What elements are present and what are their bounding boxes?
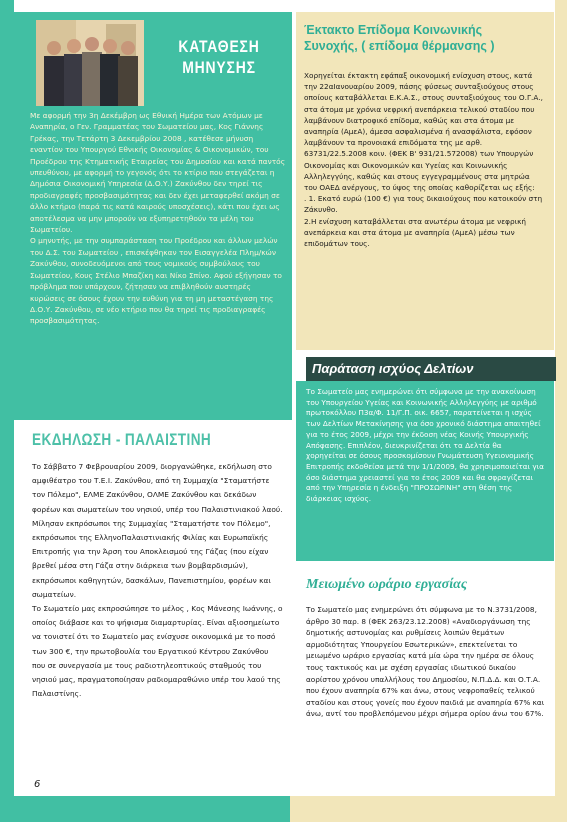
epidoma-title-line2: Συνοχής, ( επίδομα θέρμανσης ) xyxy=(304,39,495,53)
ekdilosi-paragraph-2: Το Σωματείο μας εκπροσώπησε το μέλος , Κος Μάνεσης Ιωάννης, ο οποίος διάβασε και το ψήφισμα διαμαρτυρίας. Είναι αξιοσημείωτο να τονιστεί ότι το Σωματείο μας ενίσχυσε οικονομικά με το ποσό των 300 €, την πρωτοβουλία του Εργατικού Κέντρου Ζακύνθου που σε συνεργασία με τους ραδιοτηλεοπτικούς σταθμούς του νησιού μας, πραγματοποίησαν ραδιομαραθώνιο υπέρ του λαού της Παλαιστίνης. xyxy=(32,604,283,699)
paratasi-body xyxy=(306,387,544,505)
katathesi-paragraph-1: Με αφορμή την 3η Δεκέμβρη ως Εθνική Ημέρα των Ατόμων με Αναπηρία, ο Γεν. Γραμματέας του Σωματείου μας, Κος Γιάννης Γρέκας, την Τετάρτη 3 Δεκεμβρίου 2008 , κατέθεσε μήνυση εναντίον του Υπουργού Εθνικής Οικονομίας & Οικονομικών, του Προέδρου της Κτηματικής Εταιρείας του Δημοσίου και κατά παντός υπευθύνου, με αφορμή το γεγονός ότι το κτίριο που στεγάζεται η Δημόσια Οικονομική Υπηρεσία (Δ.Ο.Υ.) Ζακύνθου δεν τηρεί τις προδιαγραφές προσβασιμότητας και δεν έχει μεταφερθεί ακόμη σε άλλο κτήριο (παρά τις κατά καιρούς υποσχέσεις), κάτι που έχει ως αποτέλεσμα να μην μπορούν να εξυπηρετηθούν τα μέλη του Σωματείου. xyxy=(30,111,286,235)
epidoma-body xyxy=(304,70,544,249)
paratasi-paragraph-1: Το Σωματείο μας ενημερώνει ότι σύμφωνα με την ανακοίνωση του Υπουργείου Υγείας και Κοινωνικής Αλληλεγγύης με αριθμό πρωτοκόλλου Π3α/Φ. 11/Γ.Π. οικ. 6657, παρατείνεται η ισχύς των Δελτίων Μετακίνησης για όσο χρονικό διάστημα απαιτηθεί για το έτος 2009, μέχρι την έκδοση νέας Κοινής Υπουργικής Απόφασης. Επιπλέον, διευκρινίζεται ότι τα Δελτία θα χορηγείται σε όσους προσκομίσουν Γνωμάτευση Υγειονομικής Επιτροπής εκδοθείσα μετά την 1/1/2009, θα χρησιμοποιείται για όσο διάστημα χρειαστεί για το έτος 2009 και θα σφραγίζεται από την Υπηρεσία η ένδειξη "ΠΡΟΣΩΡΙΝΗ" στη θέση της διάρκειας ισχύος. xyxy=(306,387,544,504)
katathesi-title-line2: ΜΗΝΥΣΗΣ xyxy=(182,58,256,77)
paratasi-header xyxy=(306,357,556,381)
meiomeno-title: Μειωμένο ωράριο εργασίας xyxy=(306,577,468,592)
epidoma-paragraph-1: Χορηγείται έκτακτη εφάπαξ οικονομική ενίσχυση στους, κατά την 22αΙανουαρίου 2009, πάσης φύσεως συνταξιούχους στους οποίους καταβάλλεται Ε.Κ.Α.Σ., στους συνταξιούχους του Ο.Γ.Α., στα άτομα με χρόνια νεφρική ανεπάρκεια τελικού σταδίου που λαμβάνουν διατροφικό επίδομα, καθώς και στα άτομα με αναπηρία (ΑμεΑ), άμεσα ασφαλισμένα ή ανασφάλιστα, εφόσον λαμβάνουν τα προνοιακά επιδόματα της με αρθ. 63731/22.5.2008 κοιν. (ΦΕΚ Β' 931/21.572008) των Υπουργών Οικονομίας και Οικονομικών και Υγείας και Κοινωνικής Αλληλεγγύης, καθώς και στους εγγεγραμμένους στα μητρώα του ΟΑΕΔ ανέργους, το ύψος της οποίας καθορίζεται ως εξής: xyxy=(304,71,543,193)
meiomeno-body xyxy=(306,604,546,720)
ekdilosi-paragraph-1: Το Σάββατο 7 Φεβρουαρίου 2009, διοργανώθηκε, εκδήλωση στο αμφιθέατρο του Τ.Ε.Ι. Ζακύνθου, από τη Συμμαχία "Σταματήστε τον Πόλεμο", ΕΛΜΕ Ζακύνθου, ΟΛΜΕ Ζακύνθου και δεκάδων φορέων και σωματείων του νησιού, υπέρ του Παλαιστινιακού λαού. Μίλησαν εκπρόσωποι της Συμμαχίας "Σταματήστε τον Πόλεμο", εκπρόσωποι της ΕλληνοΠαλαιστινιακής Φιλίας και Ευρωπαϊκής Επιτροπής για την Άρση του Αποκλεισμού της Γάζας (που είχαν βρεθεί μέσα στη Γάζα στην διάρκεια των βομβαρδισμών), εκπρόσωποι καθηγητών, δασκάλων, Πανεπιστημίου, φορέων και σωματείων. xyxy=(32,462,283,599)
epidoma-panel xyxy=(296,12,554,350)
meiomeno-paragraph-1: Το Σωματείο μας ενημερώνει ότι σύμφωνα με το Ν.3731/2008, άρθρο 30 παρ. 8 (ΦΕΚ 263/23.12.2008) «Αναδιοργάνωση της δημοτικής αστυνομίας και ρυθμίσεις λοιπών θεμάτων αρμοδιότητας Υπουργείου Εσωτερικών», επεκτείνεται το μειωμένο ωράριο εργασίας κατά μία ώρα την ημέρα σε όλους τους τακτικούς και με σχέση εργασίας ιδιωτικού δικαίου αορίστου χρόνου υπαλλήλους του Δημοσίου, Ν.Π.Δ.Δ. και Ο.Τ.Α. που έχουν αναπηρία 67% και άνω, στους νεφροπαθείς τελικού σταδίου και στους γονείς που έχουν παιδιά με αναπηρία 67% και άνω, αντί του προβλεπόμενου μέχρι σήμερα ορίου άνω του 67%. xyxy=(306,605,545,719)
paratasi-panel xyxy=(296,381,554,561)
bottom-teal-band xyxy=(0,796,290,822)
epidoma-item-1: . 1. Εκατό ευρώ (100 €) για τους δικαιούχους που κατοικούν στη Ζάκυνθο. xyxy=(304,194,543,215)
katathesi-body xyxy=(30,110,286,327)
paratasi-title: Παράταση ισχύος Δελτίων xyxy=(312,361,474,376)
right-cream-stripe xyxy=(555,0,567,822)
katathesi-title-line1: ΚΑΤΑΘΕΣΗ xyxy=(178,37,260,56)
ekdilosi-body xyxy=(32,460,284,701)
left-teal-stripe xyxy=(0,0,14,822)
katathesi-paragraph-2: Ο μηνυτής, με την συμπαράσταση του Προέδρου και άλλων μελών του Δ.Σ. του Σωματείου , επισκέφθηκαν τον Εισαγγελέα Πλημ/κών Ζακύνθου, συνοδευόμενοι από τους νομικούς συμβούλους του Σωματείου, Κους Στέλιο Μπαζίκη και Νίκο Σπίνο. Αφού εξήγησαν το πρόβλημα που υπάρχουν, ζήτησαν να επιβληθούν αυστηρές κυρώσεις σε όσους έχουν την ευθύνη για τη μη μεταστέγαση της Δ.Ο.Υ. Ζακύνθου, σε νέο κτήριο που θα τηρεί τις προδιαγραφές προσβασιμότητας. xyxy=(30,236,282,326)
epidoma-title-line1: Έκτακτο Επίδομα Κοινωνικής xyxy=(304,23,483,37)
page-number: 6 xyxy=(34,779,41,790)
group-photo xyxy=(36,20,144,106)
katathesi-panel xyxy=(14,12,292,420)
katathesi-title xyxy=(166,36,273,78)
group-photo-illustration xyxy=(36,20,144,106)
epidoma-item-2: 2.Η ενίσχυση καταβάλλεται στα ανωτέρω άτομα με νεφρική ανεπάρκεια και στα άτομα με αναπηρία (ΑμεΑ) μέσω των επιδομάτων τους. xyxy=(304,216,526,249)
ekdilosi-title: ΕΚΔΗΛΩΣΗ - ΠΑΛΑΙΣΤΙΝΗ xyxy=(32,430,212,449)
epidoma-title xyxy=(304,22,554,54)
